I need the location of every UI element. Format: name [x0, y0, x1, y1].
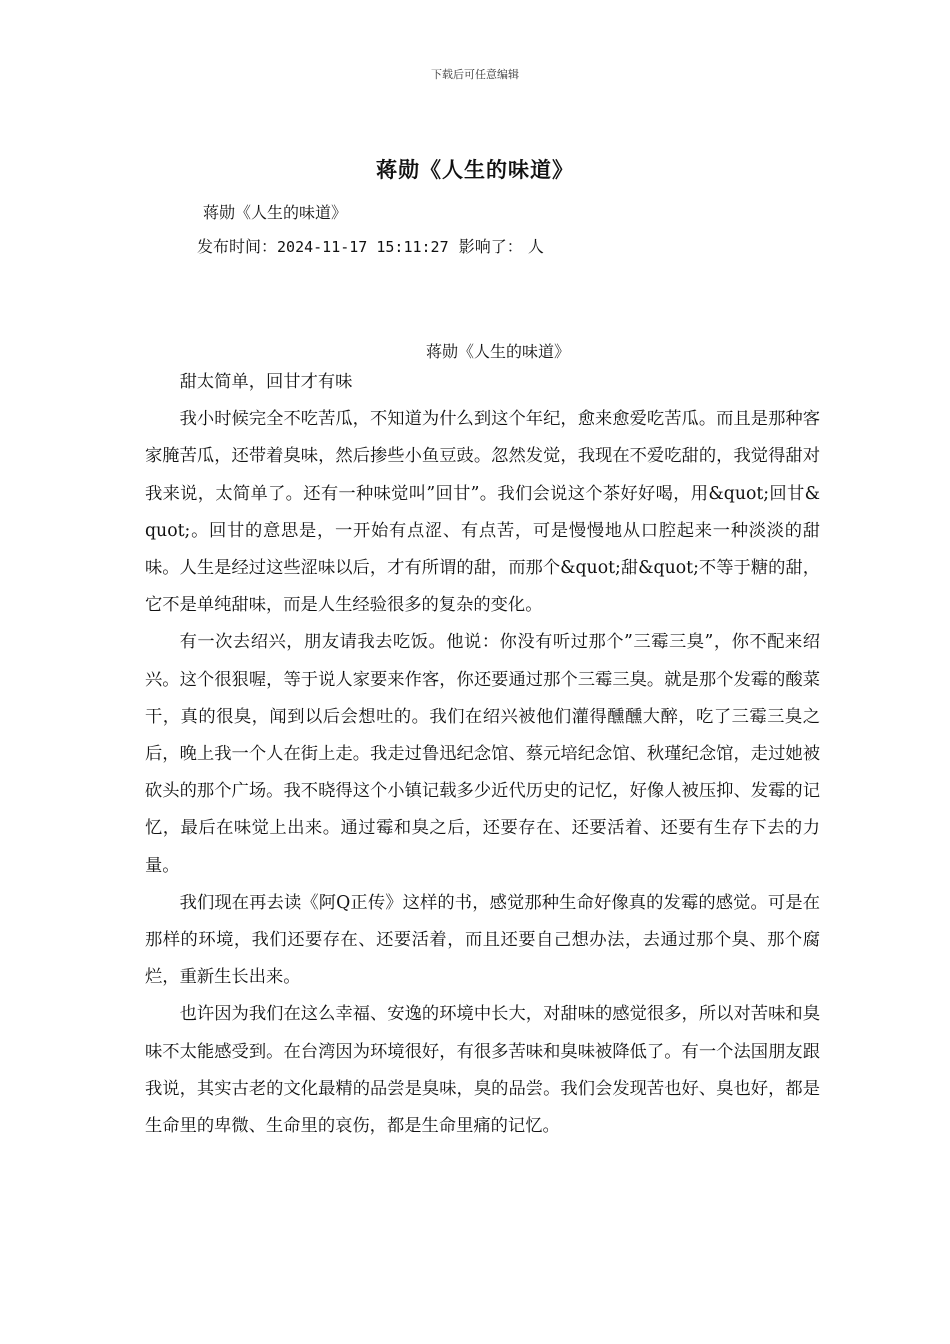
- published-date: 2024-11-17 15:11:27: [277, 238, 449, 256]
- paragraph-5: 也许因为我们在这么幸福、安逸的环境中长大，对甜味的感觉很多，所以对苦味和臭味不太能感受到。在台湾因为环境很好，有很多苦味和臭味被降低了。有一个法国朋友跟我说，其实古老的文化最精的品尝是臭味，臭的品尝。我们会发现苦也好、臭也好，都是生命里的卑微、生命里的哀伤，都是生命里痛的记忆。: [145, 1004, 820, 1137]
- published-label: 发布时间：: [197, 237, 278, 256]
- publish-meta: [197, 234, 544, 257]
- article-title: 蒋勋《人生的味道》: [425, 342, 570, 361]
- paragraph-1: 甜太简单，回甘才有味: [179, 372, 353, 392]
- paragraph-2: 我小时候完全不吃苦瓜，不知道为什么到这个年纪，愈来愈爱吃苦瓜。而且是那种客家腌苦瓜，还带着臭味，然后掺些小鱼豆豉。忽然发觉，我现在不爱吃甜的，我觉得甜对我来说，太简单了。还有一种味觉叫”回甘”。我们会说这个茶好好喝，用&quot;回甘&quot;。回甘的意思是，一开始有点涩、有点苦，可是慢慢地从口腔起来一种淡淡的甜味。人生是经过这些涩味以后，才有所谓的甜，而那个&quot;甜&quot;不等于糖的甜，它不是单纯甜味，而是人生经验很多的复杂的变化。: [145, 409, 820, 616]
- document-subtitle: 蒋勋《人生的味道》: [203, 203, 348, 222]
- page-header-note: 下载后可任意编辑: [431, 68, 519, 81]
- influence-value: 人: [527, 237, 544, 256]
- influence-label: 影响了：: [458, 237, 523, 256]
- paragraph-4: 我们现在再去读《阿Q正传》这样的书，感觉那种生命好像真的发霉的感觉。可是在那样的环境，我们还要存在、还要活着，而且还要自己想办法，去通过那个臭、那个腐烂，重新生长出来。: [145, 892, 820, 988]
- article-body: [145, 364, 820, 1145]
- document-title: 蒋勋《人生的味道》: [376, 157, 574, 182]
- paragraph-3: 有一次去绍兴，朋友请我去吃饭。他说：你没有听过那个”三霉三臭”，你不配来绍兴。这个很狠喔，等于说人家要来作客，你还要通过那个三霉三臭。就是那个发霉的酸菜干，真的很臭，闻到以后会想吐的。我们在绍兴被他们灌得醺醺大醉，吃了三霉三臭之后，晚上我一个人在街上走。我走过鲁迅纪念馆、蔡元培纪念馆、秋瑾纪念馆，走过她被砍头的那个广场。我不晓得这个小镇记载多少近代历史的记忆，好像人被压抑、发霉的记忆，最后在味觉上出来。通过霉和臭之后，还要存在、还要活着、还要有生存下去的力量。: [145, 632, 820, 876]
